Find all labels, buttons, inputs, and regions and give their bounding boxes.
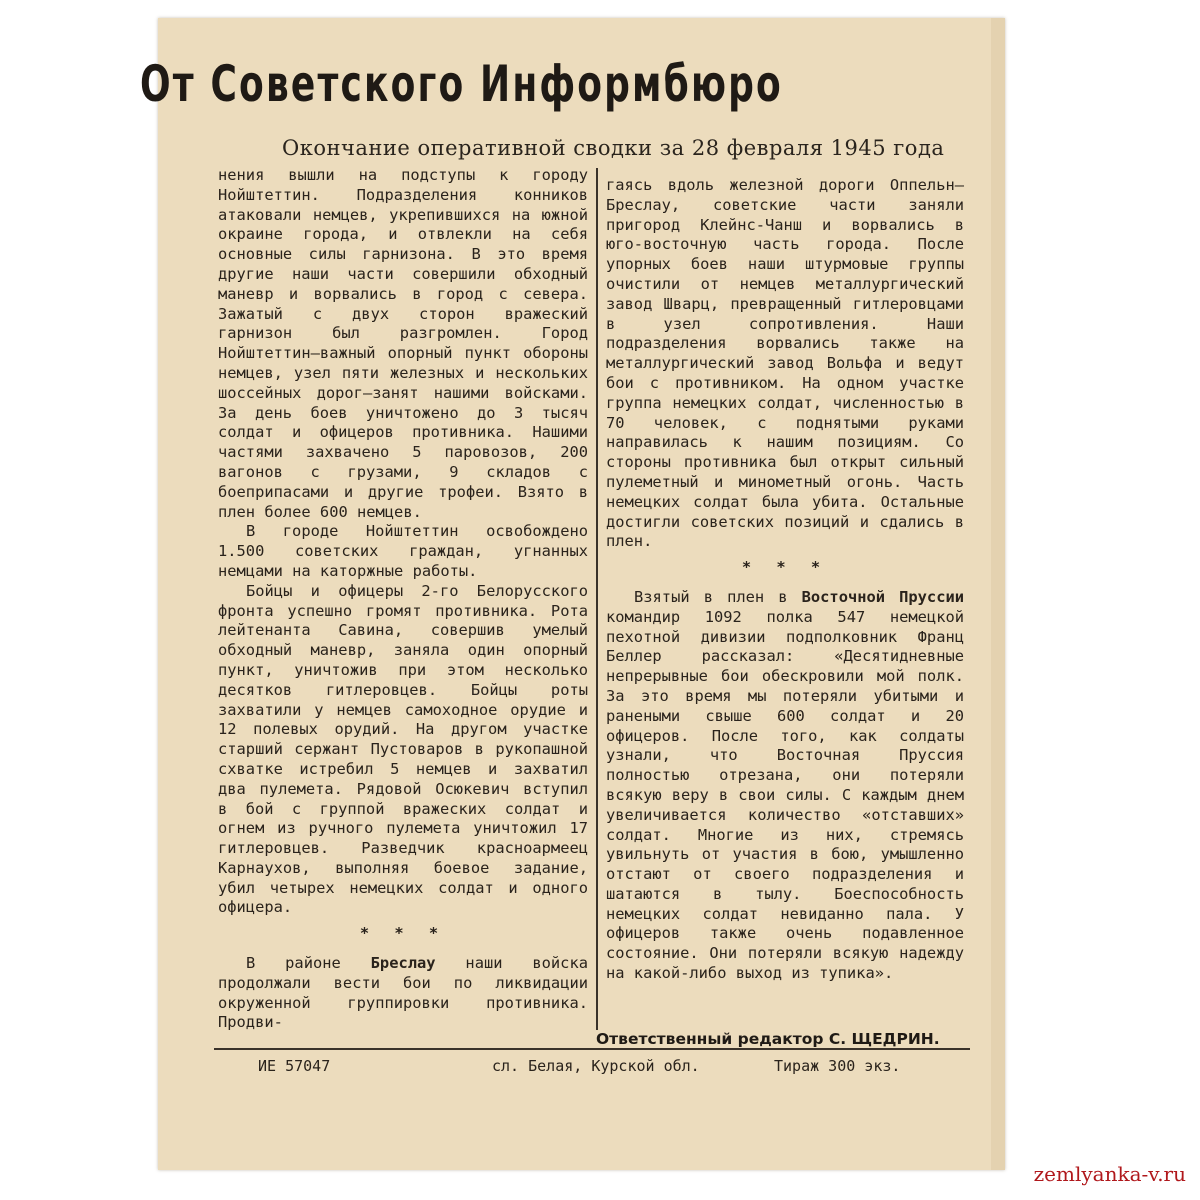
right-paragraph-2-prefix: Взятый в плен в [634, 587, 802, 606]
left-paragraph-4-prefix: В районе [246, 954, 371, 973]
right-column [606, 176, 964, 984]
place-east-prussia: Восточной Пруссии [801, 587, 964, 606]
left-paragraph-1: нения вышли на подступы к городу Нойштеттин. Подразделения конников атаковали немцев, укрепившихся на южной окраине города, и отвлекли на себя основные силы гарнизона. В это время другие наши части совершили обходный маневр и ворвались в город с севера. Зажатый с двух сторон вражеский гарнизон был разгромлен. Город Нойштеттин—важный опорный пункт обороны немцев, узел пяти железных и нескольких шоссейных дорог—занят нашими войсками. За день боев уничтожено до 3 тысяч солдат и офицеров противника. Нашими частями захвачено 5 паровозов, 200 вагонов с грузами, 9 складов с боеприпасами и другие трофеи. Взято в плен более 600 немцев. [218, 166, 588, 521]
left-column [218, 166, 588, 1033]
left-paragraph-4 [218, 954, 588, 1033]
place-breslau: Бреслау [370, 954, 436, 973]
footer-print-run: Тираж 300 экз. [774, 1057, 901, 1075]
subtitle: Окончание оперативной сводки за 28 февраля 1945 года [282, 136, 945, 160]
section-separator: * * * [359, 924, 447, 943]
footer-place: сл. Белая, Курской обл. [492, 1057, 700, 1075]
column-divider [596, 168, 598, 1030]
watermark-link[interactable]: zemlyanka-v.ru [1028, 1160, 1192, 1188]
footer-rule [214, 1048, 970, 1050]
footer-code: ИЕ 57047 [258, 1057, 331, 1075]
right-paragraph-1: гаясь вдоль железной дороги Оппельн—Бреслау, советские части заняли пригород Клейнс-Чанш и ворвались в юго-восточную часть города. После упорных боев наши штурмовые группы очистили от немцев металлургический завод Шварц, превращенный гитлеровцами в узел сопротивления. Наши подразделения ворвались также на металлургический завод Вольфа и ведут бои с противником. На одном участке группа немецких солдат, численностью в 70 человек, с поднятыми руками направилась к нашим позициям. Со стороны противника был открыт сильный пулеметный и минометный огонь. Часть немецких солдат была убита. Остальные достигли советских позиций и сдались в плен. [606, 176, 964, 551]
right-paragraph-2-rest: командир 1092 полка 547 немецкой пехотной дивизии подполковник Франц Беллер рассказал: «Десятидневные непрерывные бои обескровили мой полк. За это время мы потеряли убитыми и ранеными свыше 600 солдат и 20 офицеров. После того, как солдаты узнали, что Восточная Пруссия полностью отрезана, они потеряли всякую веру в свои силы. С каждым днем увеличивается количество «отставших» солдат. Многие из них, стремясь увильнуть от участия в бою, умышленно отстают от своего подразделения и шатаются в тылу. Боеспособность немецких солдат невиданно пала. У офицеров также очень подавленное состояние. Они потеряли всякую надежду на какой-либо выход из тупика». [606, 607, 964, 983]
left-paragraph-2: В городе Нойштеттин освобождено 1.500 советских граждан, угнанных немцами на каторжные работы. [218, 522, 588, 580]
right-paragraph-2 [606, 588, 964, 984]
left-paragraph-3: Бойцы и офицеры 2-го Белорусского фронта успешно громят противника. Рота лейтенанта Савина, совершив умелый обходный маневр, заняла один опорный пункт, уничтожив при этом несколько десятков гитлеровцев. Бойцы роты захватили у немцев самоходное орудие и 12 полевых орудий. На другом участке старший сержант Пустоваров в рукопашной схватке истребил 5 немцев и захватил два пулемета. Рядовой Осюкевич вступил в бой с группой вражеских солдат и огнем из ручного пулемета уничтожил 17 гитлеровцев. Разведчик красноармеец Карнаухов, выполняя боевое задание, убил четырех немецких солдат и одного офицера. [218, 581, 588, 917]
masthead-title: От Советского Информбюро [140, 55, 783, 113]
section-separator-right: * * * [741, 558, 829, 577]
editor-credit: Ответственный редактор С. ЩЕДРИН. [596, 1030, 940, 1048]
left-paragraph-4-rest: наши войска продолжали вести бои по ликвидации окруженной группировки противника. Продви- [218, 954, 588, 1032]
